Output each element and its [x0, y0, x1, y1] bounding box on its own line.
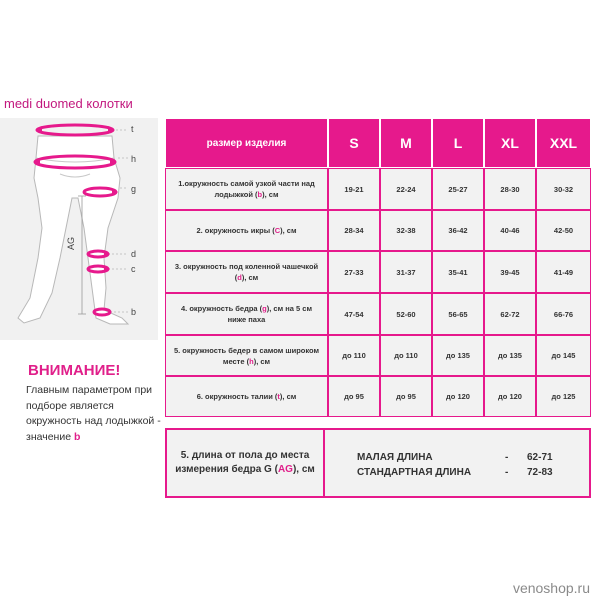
watermark: venoshop.ru	[512, 580, 590, 596]
length-value: 62-71	[527, 452, 553, 463]
row-label-text: ), см на 5 см ниже паха	[227, 304, 312, 324]
table-cell: 31-37	[380, 251, 432, 293]
length-name: МАЛАЯ ДЛИНА	[357, 452, 433, 463]
length-label-key: AG	[277, 464, 293, 475]
size-table	[165, 118, 591, 417]
header-size-label: размер изделия	[165, 118, 328, 168]
table-row	[165, 168, 591, 210]
length-dash: -	[505, 467, 509, 478]
row-label	[165, 376, 328, 417]
row-label	[165, 335, 328, 376]
figure-letter-h: h	[131, 154, 137, 164]
table-cell: 36-42	[432, 210, 484, 251]
row-label-key: b	[257, 190, 263, 199]
table-cell: до 135	[484, 335, 536, 376]
table-cell: 40-46	[484, 210, 536, 251]
figure-ag-label: AG	[66, 236, 76, 250]
table-cell: до 120	[484, 376, 536, 417]
header-size-s: S	[328, 118, 380, 168]
table-cell: 25-27	[432, 168, 484, 210]
table-row	[165, 335, 591, 376]
table-cell: 22-24	[380, 168, 432, 210]
length-row-short	[357, 450, 589, 465]
row-label-key: C	[274, 226, 281, 235]
row-label-text: 1.окружность самой узкой части над лодыжкой (	[178, 179, 315, 199]
row-label-text: ), см	[279, 392, 297, 401]
table-cell: до 145	[536, 335, 591, 376]
row-label-key: h	[249, 356, 254, 366]
row-label	[165, 251, 328, 293]
length-label	[167, 430, 323, 496]
row-label-text: ), см	[262, 190, 279, 199]
figure-letter-t: t	[131, 124, 134, 134]
length-name: СТАНДАРТНАЯ ДЛИНА	[357, 467, 472, 478]
table-row	[165, 251, 591, 293]
table-cell: 66-76	[536, 293, 591, 335]
table-cell: 41-49	[536, 251, 591, 293]
length-values	[325, 430, 589, 496]
leg-figure-panel	[0, 118, 158, 340]
table-cell: до 110	[328, 335, 380, 376]
figure-letter-d: d	[131, 249, 137, 259]
row-label-text: ), см	[241, 273, 259, 282]
row-label-text: 4. окружность бедра (	[180, 304, 263, 313]
row-label-text: ), см	[280, 226, 297, 235]
table-cell: 30-32	[536, 168, 591, 210]
table-cell: 52-60	[380, 293, 432, 335]
header-size-l: L	[432, 118, 484, 168]
figure-letter-c: c	[131, 264, 136, 274]
table-cell: 62-72	[484, 293, 536, 335]
length-label-after: ), см	[292, 464, 315, 475]
table-cell: до 125	[536, 376, 591, 417]
length-label-before: 5. длина от пола до места измерения бедра G (	[175, 450, 310, 475]
table-row	[165, 210, 591, 251]
table-cell: до 95	[328, 376, 380, 417]
header-size-m: M	[380, 118, 432, 168]
row-label-key: g	[262, 304, 267, 313]
table-cell: 47-54	[328, 293, 380, 335]
table-cell: 42-50	[536, 210, 591, 251]
table-cell: 39-45	[484, 251, 536, 293]
table-cell: 32-38	[380, 210, 432, 251]
warning-text-body: Главным параметром при подборе является окружность над лодыжкой - значение	[26, 384, 161, 443]
length-box	[165, 428, 591, 498]
warning-title: ВНИМАНИЕ!	[28, 362, 121, 379]
row-label	[165, 293, 328, 335]
row-label-text: ), см	[253, 356, 271, 366]
header-size-xl: XL	[484, 118, 536, 168]
table-cell: 28-34	[328, 210, 380, 251]
table-cell: 28-30	[484, 168, 536, 210]
row-label-text: 5. окружность бедер в самом широком месте (	[173, 345, 320, 366]
table-cell: до 95	[380, 376, 432, 417]
table-cell: до 110	[380, 335, 432, 376]
table-row	[165, 293, 591, 335]
length-dash: -	[505, 452, 509, 463]
table-cell: до 120	[432, 376, 484, 417]
row-label-text: 3. окружность под коленной чашечкой (	[174, 262, 319, 282]
length-row-standard	[357, 465, 589, 480]
table-cell: 35-41	[432, 251, 484, 293]
table-row	[165, 376, 591, 417]
row-label	[165, 168, 328, 210]
header-size-xxl: XXL	[536, 118, 591, 168]
warning-text	[26, 383, 166, 445]
row-label	[165, 210, 328, 251]
length-value: 72-83	[527, 467, 553, 478]
row-label-key: t	[277, 392, 280, 401]
figure-letter-g: g	[131, 184, 137, 194]
table-cell: 27-33	[328, 251, 380, 293]
table-cell: 19-21	[328, 168, 380, 210]
page-title: medi duomed колотки	[4, 96, 133, 111]
table-cell: до 135	[432, 335, 484, 376]
row-label-key: d	[237, 273, 242, 282]
warning-text-key: b	[73, 430, 81, 443]
row-label-text: 6. окружность талии (	[196, 392, 278, 401]
table-header-row	[165, 118, 591, 168]
row-label-text: 2. окружность икры (	[196, 226, 275, 235]
figure-letter-b: b	[131, 307, 137, 317]
table-cell: 56-65	[432, 293, 484, 335]
